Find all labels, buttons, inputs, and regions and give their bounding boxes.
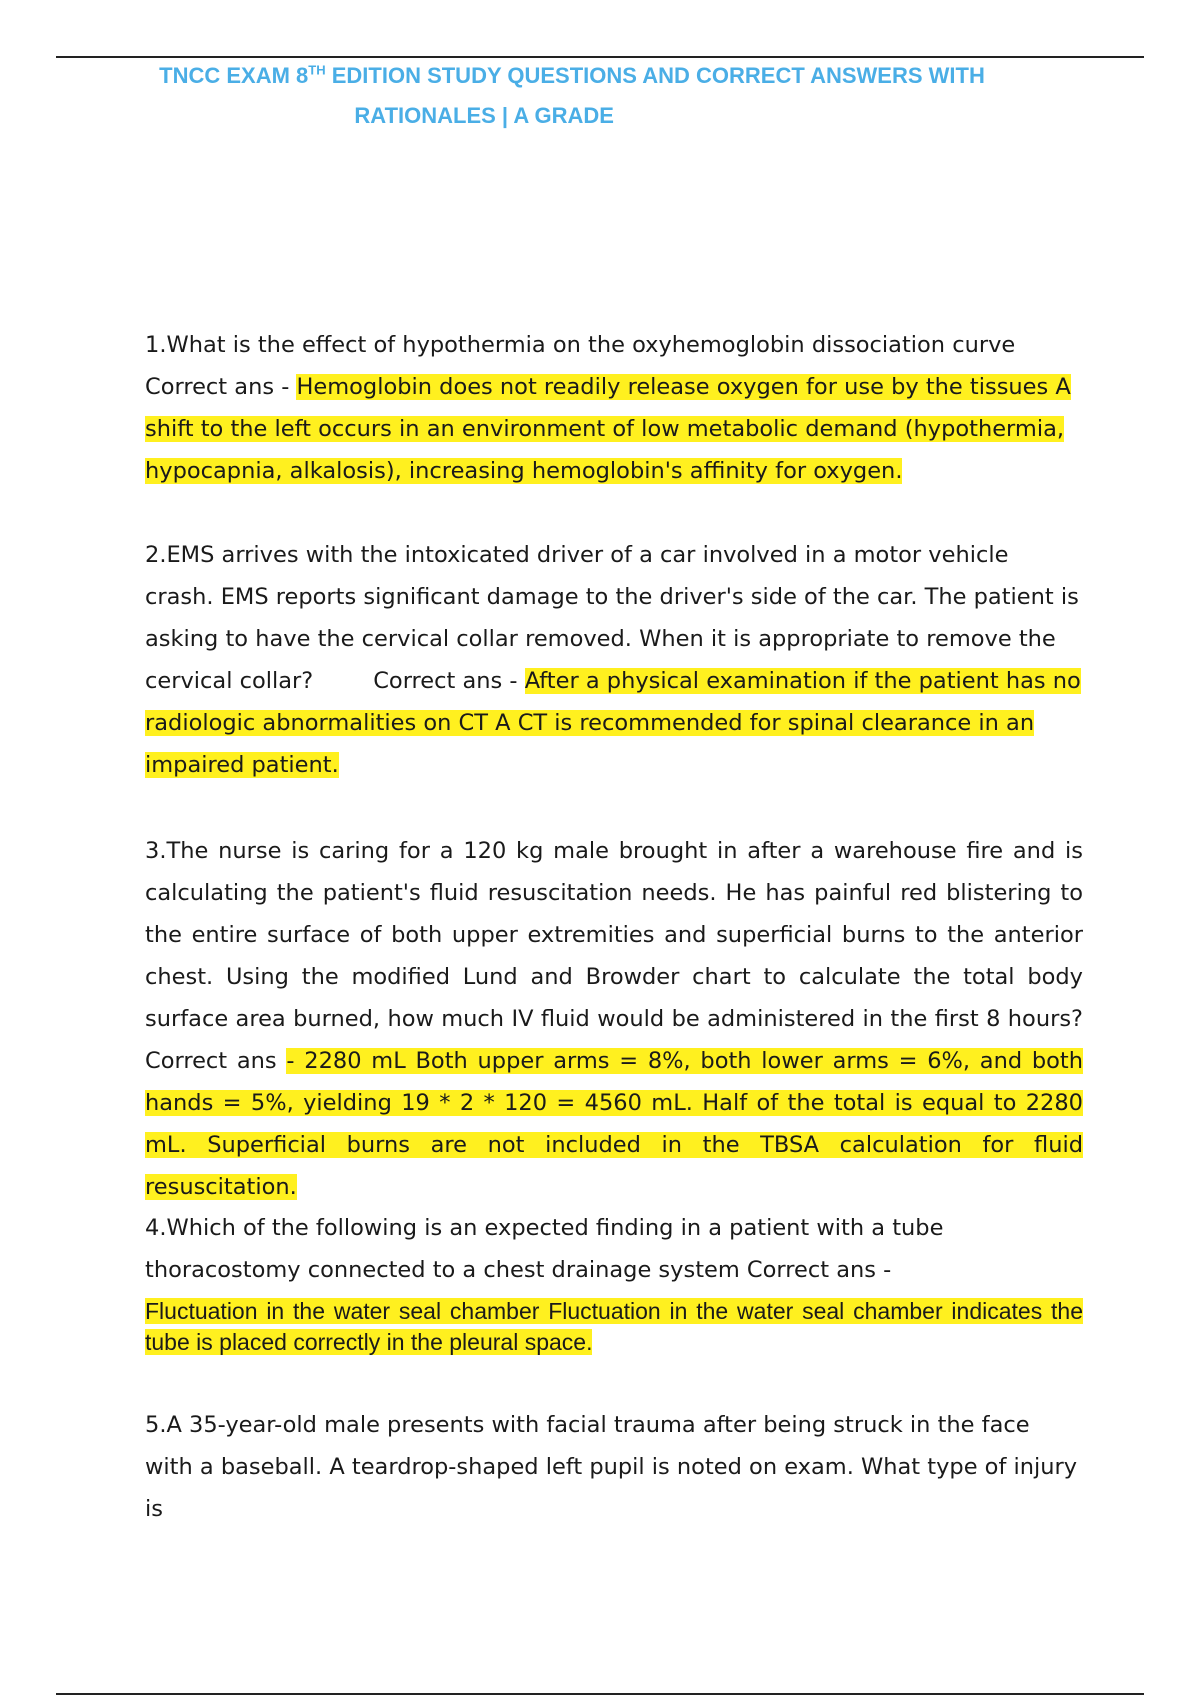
question-3 (145, 830, 1083, 1208)
bottom-rule (56, 1693, 1144, 1695)
question-1-text: 1.What is the effect of hypothermia on the oxyhemoglobin dissociation curve Correct ans - (145, 332, 1016, 400)
question-2-answer: After a physical examination if the patient has no radiologic abnormalities on CT A CT is recommended for spinal clearance in an impaired patient. (145, 668, 1081, 778)
question-2-correct-label: Correct ans - (373, 668, 525, 694)
document-title-line-1: TNCC EXAM 8TH EDITION STUDY QUESTIONS AND CORRECT ANSWERS WITH (159, 62, 985, 88)
question-5-text: 5.A 35-year-old male presents with facial trauma after being struck in the face with a baseball. A teardrop-shaped left pupil is noted on exam. What type of injury is (145, 1412, 1078, 1522)
question-4-text: 4.Which of the following is an expected finding in a patient with a tube thoracostomy connected to a chest drainage system Correct ans - (145, 1215, 944, 1283)
question-1-answer: Hemoglobin does not readily release oxygen for use by the tissues A shift to the left occurs in an environment of low metabolic demand (hypothermia, hypocapnia, alkalosis), increasing hemoglobin's affinity for oxygen. (145, 374, 1071, 484)
question-3-text: 3.The nurse is caring for a 120 kg male brought in after a warehouse fire and is calculating the patient's fluid resuscitation needs. He has painful red blistering to the entire surface of both upper extremities and superficial burns to the anterior chest. Using the modified Lund and Browder chart to calculate the total body surface area burned, how much IV fluid would be administered in the first 8 hours? Correct ans (145, 838, 1083, 1074)
question-4 (145, 1207, 1083, 1291)
question-3-answer: - 2280 mL Both upper arms = 8%, both lower arms = 6%, and both hands = 5%, yielding 19 * 2 * 120 = 4560 mL. Half of the total is equal to 2280 mL. Superficial burns are not included in the TBSA calculation for fluid resuscitation. (145, 1048, 1084, 1200)
question-2-text: 2.EMS arrives with the intoxicated driver of a car involved in a motor vehicle crash. EMS reports significant damage to the driver's side of the car. The patient is asking to have the cervical collar removed. When it is appropriate to remove the cervical collar? (145, 542, 1079, 694)
question-4-answer: Fluctuation in the water seal chamber Fluctuation in the water seal chamber indicates the tube is placed correctly in the pleural space. (145, 1298, 1083, 1355)
title-superscript: TH (308, 62, 326, 78)
question-1 (145, 324, 1083, 492)
document-title-line-2: RATIONALES | A GRADE (354, 103, 614, 128)
question-2 (145, 534, 1083, 786)
question-4-answer-block (145, 1296, 1083, 1358)
question-5 (145, 1404, 1083, 1530)
